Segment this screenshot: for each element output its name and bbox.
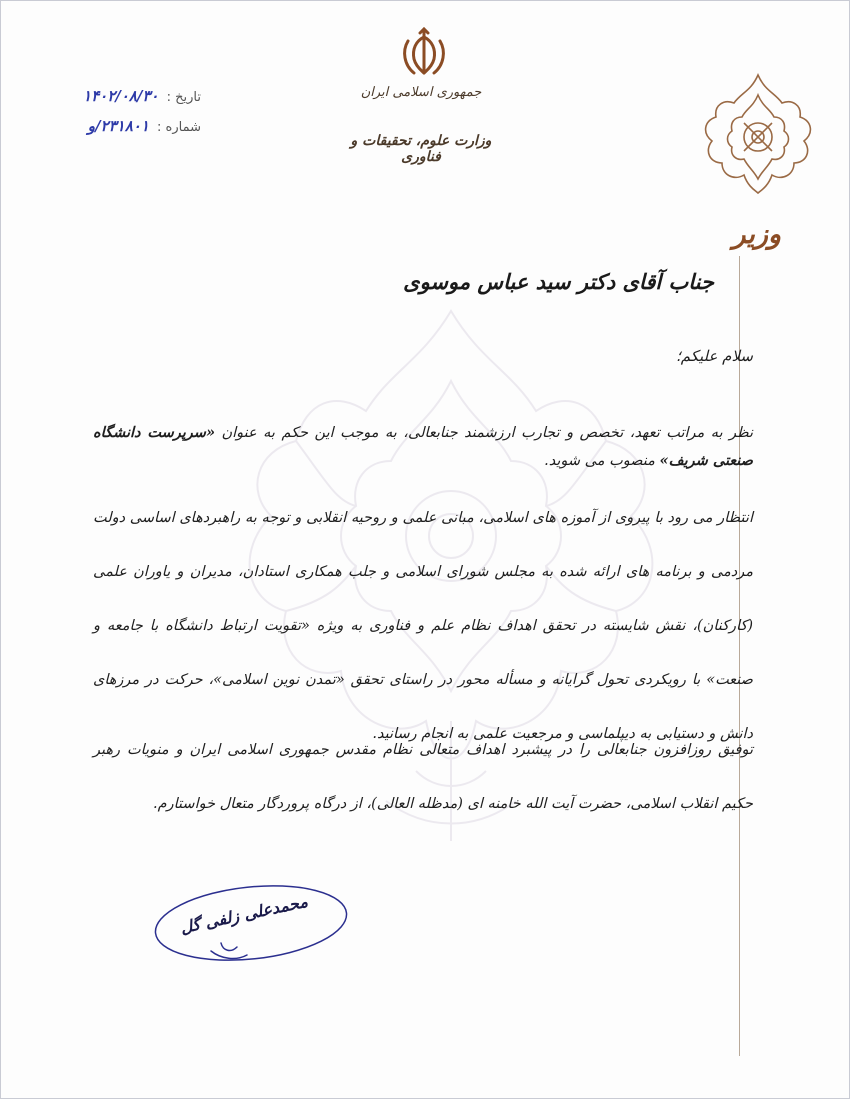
country-name: جمهوری اسلامی ایران <box>360 85 482 100</box>
date-label: تاریخ : <box>166 90 201 105</box>
appointment-text-start: نظر به مراتب تعهد، تخصص و تجارب ارزشمند جنابعالی، به موجب این حکم به عنوان <box>215 425 753 441</box>
letter-date <box>41 87 201 105</box>
letter-number <box>41 117 201 135</box>
greeting-line: سلام علیکم؛ <box>675 347 753 365</box>
appointment-text-end: منصوب می شوید. <box>544 453 660 469</box>
appointment-position: «سرپرست دانشگاه صنعتی شریف» <box>93 424 753 469</box>
ministry-name: وزارت علوم، تحقیقات و فناوری <box>350 133 492 165</box>
closing-paragraph: توفیق روزافزون جنابعالی را در پیشبرد اهداف متعالی نظام مقدس جمهوری اسلامی ایران و منویات رهبر حکیم انقلاب اسلامی، حضرت آیت الله خامنه ای (مدظله العالی)، از درگاه پروردگار متعال خواستارم. <box>93 742 753 812</box>
expectations-paragraph: انتظار می رود با پیروی از آموزه های اسلامی، مبانی علمی و روحیه انقلابی و توجه به راهبردهای اساسی دولت مردمی و برنامه های ارائه شده به مجلس شورای اسلامی و جلب همکاری استادان، مدیران و یاوران علمی (کارکنان)، نقش شایسته در تحقق اهداف نظام علم و فناوری به ویژه «تقویت ارتباط دانشگاه با جامعه و صنعت» با رویکردی تحول گرایانه و مسأله محور در راستای تحقق «تمدن نوین اسلامی»، حرکت در مرزهای دانش و دستیابی به دیپلماسی و مرجعیت علمی به انجام رسانید. <box>93 510 754 742</box>
minister-title: وزیر <box>732 219 781 250</box>
number-label: شماره : <box>157 120 201 135</box>
appointment-paragraph <box>93 419 753 475</box>
signatory-name: محمدعلی زلفی گل <box>178 891 310 938</box>
number-value: ۲۳۱۸۰۱/و <box>87 117 149 135</box>
recipient-line: جناب آقای دکتر سید عباس موسوی <box>403 269 714 294</box>
arabesque-ornament-icon <box>696 71 821 196</box>
date-value: ۱۴۰۲/۰۸/۳۰ <box>83 87 159 105</box>
emblem-icon <box>398 27 450 79</box>
